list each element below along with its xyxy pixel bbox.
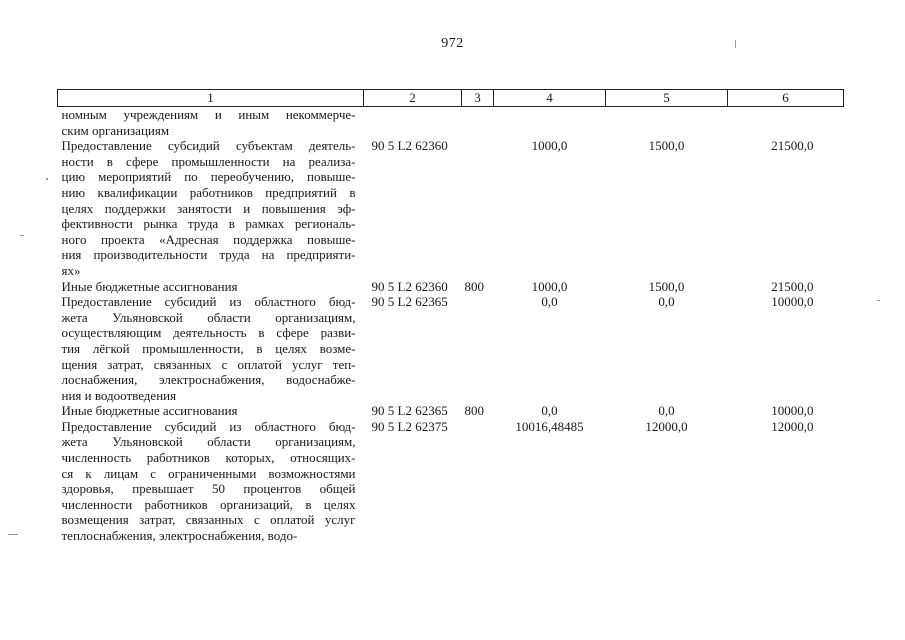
row-expense-type: 800 [464, 403, 484, 419]
table-row [58, 138, 844, 278]
row-code: 90 5 L2 62365 [371, 403, 448, 419]
description-line: Иные бюджетные ассигнования [61, 278, 238, 294]
table-row [58, 107, 844, 139]
description-line: ях» [61, 262, 81, 278]
row-expense-type [462, 294, 494, 403]
row-code: 90 5 L2 62375 [371, 418, 448, 434]
row-description [58, 294, 364, 403]
row-description [58, 419, 364, 544]
budget-table-wrapper [57, 89, 843, 544]
description-line: Предоставление субсидий из областного бюд- [61, 418, 356, 434]
row-expense-type [462, 419, 494, 544]
scan-speck [735, 40, 736, 48]
row-value-col-5: 12000,0 [645, 418, 688, 434]
description-line: номным учреждениям и иным некоммерче- [61, 107, 356, 122]
description-line: возмещения затрат, связанных с оплатой услуг [61, 512, 356, 528]
header-col-6: 6 [728, 90, 844, 107]
row-value-col-6 [728, 107, 844, 139]
scan-speck [877, 300, 880, 301]
row-value-col-5: 0,0 [658, 403, 675, 419]
row-value-col-4: 0,0 [541, 294, 558, 310]
row-description [58, 138, 364, 278]
row-value-col-4 [494, 107, 606, 139]
description-line: численности работников организаций, в целях [61, 496, 356, 512]
row-value-col-4: 10016,48485 [515, 418, 584, 434]
row-value-col-4: 1000,0 [531, 278, 568, 294]
table-row [58, 279, 844, 295]
row-expense-type: 800 [464, 278, 484, 294]
description-line: целях поддержки занятости и повышения эф- [61, 200, 356, 216]
header-col-1: 1 [58, 90, 364, 107]
description-line: тия лёгкой промышленности, в целях возме- [61, 340, 356, 356]
row-expense-type [462, 138, 494, 278]
scan-speck [20, 235, 24, 236]
header-col-3: 3 [462, 90, 494, 107]
scan-speck [46, 178, 48, 180]
description-line: жета Ульяновской области организациям, [61, 309, 356, 325]
row-expense-type [462, 107, 494, 139]
header-col-4: 4 [494, 90, 606, 107]
page-number: 972 [441, 36, 464, 51]
description-line: ся к лицам с ограниченными возможностями [61, 465, 356, 481]
row-code: 90 5 L2 62360 [371, 278, 448, 294]
row-description [58, 107, 364, 139]
row-description [58, 403, 364, 419]
description-line: Предоставление субсидий из областного бюд- [61, 294, 356, 310]
budget-table [57, 89, 844, 544]
description-line: ного проекта «Адресная поддержка повыше- [61, 231, 356, 247]
row-code [364, 107, 462, 139]
row-value-col-4: 0,0 [541, 403, 558, 419]
description-line: цию мероприятий по переобучению, повыше- [61, 169, 356, 185]
description-line: ности в сфере промышленности на реализа- [61, 153, 356, 169]
description-line: здоровья, превышает 50 процентов общей [61, 481, 356, 497]
row-value-col-6: 21500,0 [771, 278, 814, 294]
row-code: 90 5 L2 62365 [371, 294, 448, 310]
table-row [58, 419, 844, 544]
description-line: осуществляющим деятельность в сфере разви- [61, 325, 356, 341]
row-description [58, 279, 364, 295]
description-line: ским организациям [61, 122, 170, 138]
description-line: фективности рынка труда в рамках региональ- [61, 216, 356, 232]
description-line: численность работников которых, относящих- [61, 450, 356, 466]
description-line: нию квалификации работников предприятий в [61, 184, 356, 200]
description-line: лоснабжения, электроснабжения, водоснабже- [61, 372, 356, 388]
table-body [58, 107, 844, 544]
row-value-col-4: 1000,0 [531, 138, 568, 154]
description-line: жета Ульяновской области организациям, [61, 434, 356, 450]
row-code: 90 5 L2 62360 [371, 138, 448, 154]
row-value-col-5: 0,0 [658, 294, 675, 310]
row-value-col-6: 10000,0 [771, 294, 814, 310]
row-value-col-5 [606, 107, 728, 139]
description-line: теплоснабжения, электроснабжения, водо- [61, 528, 298, 544]
description-line: щения затрат, связанных с оплатой услуг теп- [61, 356, 356, 372]
row-value-col-5: 1500,0 [648, 138, 685, 154]
header-col-5: 5 [606, 90, 728, 107]
header-row [58, 90, 844, 107]
scan-speck [8, 534, 18, 535]
description-line: ния и водоотведения [61, 387, 177, 403]
description-line: ния производительности труда на предприяти- [61, 247, 356, 263]
row-value-col-6: 10000,0 [771, 403, 814, 419]
description-line: Предоставление субсидий субъектам деятель- [61, 138, 356, 154]
table-row [58, 294, 844, 403]
header-col-2: 2 [364, 90, 462, 107]
row-value-col-5: 1500,0 [648, 278, 685, 294]
row-value-col-6: 12000,0 [771, 418, 814, 434]
description-line: Иные бюджетные ассигнования [61, 403, 238, 419]
table-row [58, 403, 844, 419]
row-value-col-6: 21500,0 [771, 138, 814, 154]
